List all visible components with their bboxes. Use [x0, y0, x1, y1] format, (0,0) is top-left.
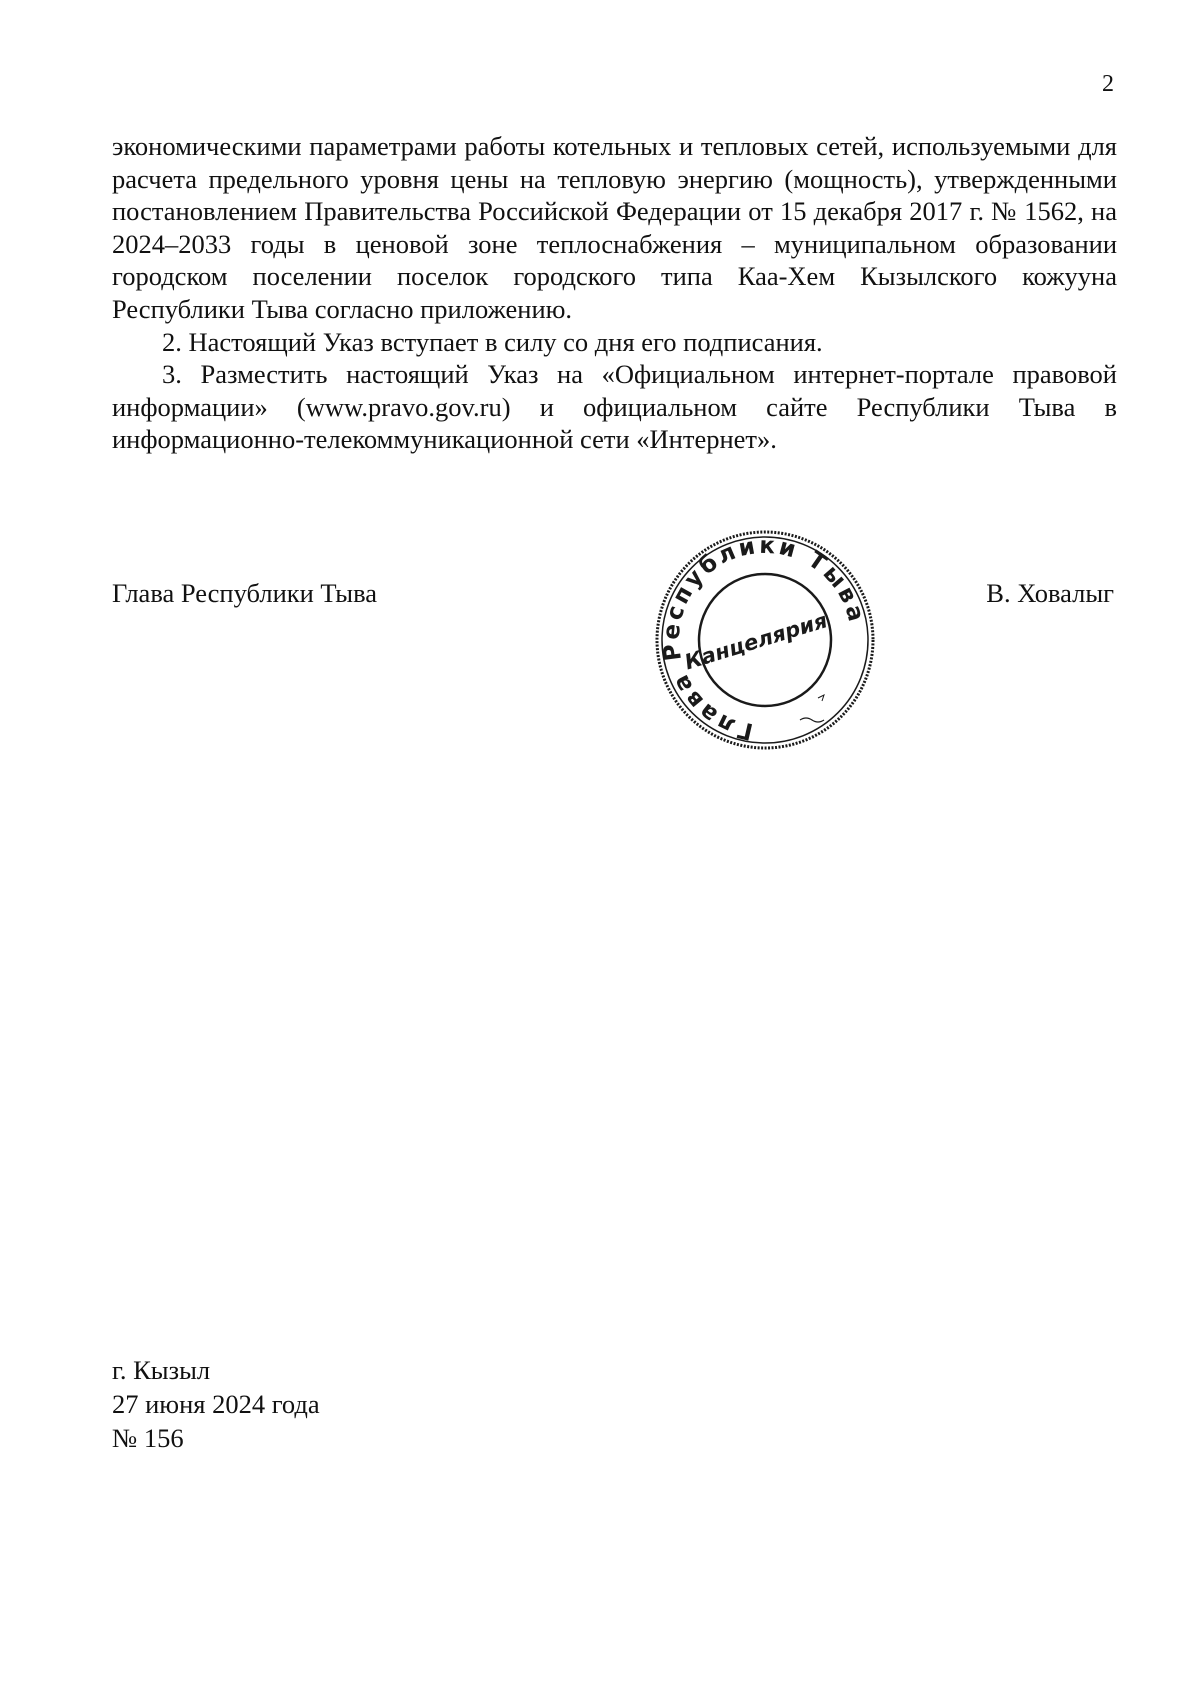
page-number: 2: [1102, 71, 1114, 97]
document-number: № 156: [112, 1423, 184, 1453]
official-stamp: [640, 520, 890, 760]
stamp-center-text: Канцелярия: [681, 608, 831, 675]
stamp-ring-text: Глава Республики Тыва: [658, 532, 870, 745]
signatory-title: Глава Республики Тыва: [112, 578, 378, 608]
paragraph-item-2: 2. Настоящий Указ вступает в силу со дня его подписания.: [162, 326, 823, 357]
signatory-name: В. Ховалыг: [986, 578, 1114, 608]
paragraph-item-3: 3. Разместить настоящий Указ на «Официальном интернет-портале правовой информации» (www.pravo.gov.ru) и официальном сайте Республики Тыва в информационно-телекоммуникационной сети «Интернет».: [112, 359, 1117, 455]
issue-city: г. Кызыл: [112, 1355, 211, 1385]
issue-date: 27 июня 2024 года: [112, 1389, 320, 1419]
signature-block: [0, 520, 1200, 760]
document-footer: [112, 1353, 320, 1455]
paragraph-continuation: экономическими параметрами работы котельных и тепловых сетей, используемыми для расчета предельного уровня цены на тепловую энергию (мощность), утвержденными постановлением Правительства Российской Федерации от 15 декабря 2017 г. № 1562, на 2024–2033 годы в ценовой зоне теплоснабжения – муниципальном образовании городском поселении поселок городского типа Каа-Хем Кызылского кожууна Республики Тыва согласно приложению.: [112, 131, 1117, 324]
document-body: [112, 130, 1117, 456]
